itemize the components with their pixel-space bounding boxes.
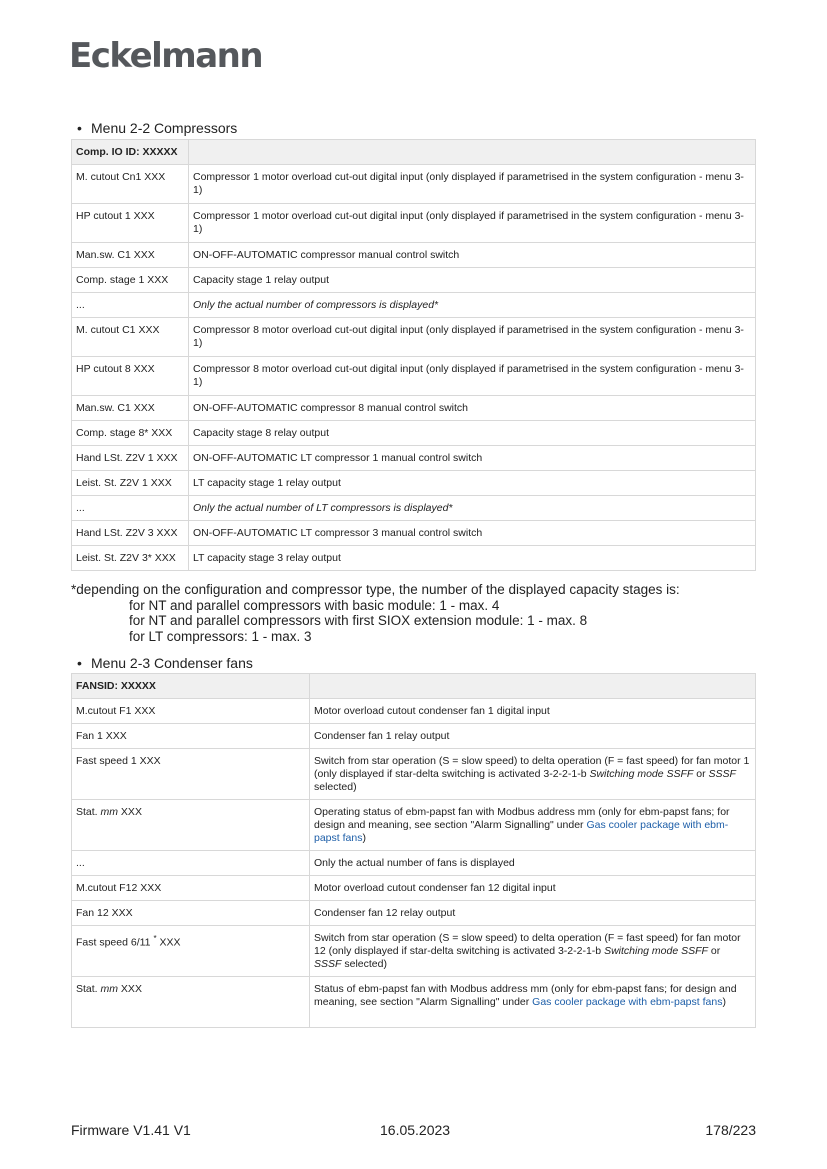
description-text: ) [722,996,726,1008]
description-cell: Only the actual number of LT compressors is displayed* [189,496,756,521]
description-cell: ON-OFF-AUTOMATIC compressor manual control switch [189,243,756,268]
description-cell: Motor overload cutout condenser fan 1 digital input [310,699,756,724]
io-name-cell: Comp. stage 8* XXX [72,421,189,446]
table-row [72,876,756,901]
description-cell: Condenser fan 12 relay output [310,901,756,926]
condenser-fans-table [71,673,756,1028]
switching-mode-text: SSSF [708,768,736,780]
description-cell: ON-OFF-AUTOMATIC LT compressor 1 manual control switch [189,446,756,471]
io-name-cell: Fan 12 XXX [72,901,310,926]
io-name-italic: mm [100,806,119,818]
io-name-cell: Comp. stage 1 XXX [72,268,189,293]
switching-mode-text: SSSF [314,958,342,970]
io-name-cell: HP cutout 1 XXX [72,204,189,243]
io-name-cell: Fan 1 XXX [72,724,310,749]
section-title-text: Menu 2-3 Condenser fans [91,655,253,671]
header-cell: FANSID: XXXXX [72,674,310,699]
io-name-text: Stat. [76,983,101,995]
footnote-line: for NT and parallel compressors with first SIOX extension module: 1 - max. 8 [129,613,588,628]
description-text: Operating status of ebm-papst fan with Modbus address mm (only for ebm-papst fans; for design and meaning, see section "Alarm Signalling" under [314,806,730,831]
description-cell: Only the actual number of compressors is displayed* [189,293,756,318]
io-name-cell: ... [72,496,189,521]
description-cell: Condenser fan 1 relay output [310,724,756,749]
io-name-cell: M.cutout F12 XXX [72,876,310,901]
description-cell [310,926,756,977]
capacity-stages-footnote [71,582,771,644]
description-cell: Motor overload cutout condenser fan 12 digital input [310,876,756,901]
io-name-cell: M.cutout F1 XXX [72,699,310,724]
io-name-text: XXX [118,806,142,818]
description-cell: Compressor 8 motor overload cut-out digital input (only displayed if parametrised in the system configuration - menu 3-1) [189,318,756,357]
io-name-cell: Hand LSt. Z2V 1 XXX [72,446,189,471]
footnote-intro: *depending on the configuration and compressor type, the number of the displayed capacity stages is: [71,582,680,597]
description-cell: Only the actual number of fans is displayed [310,851,756,876]
footer-date: 16.05.2023 [380,1122,451,1138]
io-name-text: Stat. [76,806,101,818]
switching-mode-text: Switching mode SSFF [589,768,694,780]
bullet: • [77,655,82,671]
eckelmann-logo: Eckelmann [69,36,263,76]
description-cell: Capacity stage 1 relay output [189,268,756,293]
table-header-row [72,674,756,699]
table-row [72,357,756,396]
section-title-text: Menu 2-2 Compressors [91,120,238,136]
io-name-cell [72,977,310,1028]
table-row [72,977,756,1028]
table-row [72,851,756,876]
description-cell [310,977,756,1028]
description-text: selected) [314,781,357,793]
io-name-cell: M. cutout C1 XXX [72,318,189,357]
io-name-cell: Hand LSt. Z2V 3 XXX [72,521,189,546]
table-row [72,446,756,471]
table-header-row [72,140,756,165]
table-row [72,396,756,421]
table-row [72,546,756,571]
io-name-cell: Leist. St. Z2V 1 XXX [72,471,189,496]
description-cell: LT capacity stage 3 relay output [189,546,756,571]
description-text: selected) [341,958,387,970]
description-cell: ON-OFF-AUTOMATIC LT compressor 3 manual control switch [189,521,756,546]
header-cell [189,140,756,165]
description-cell: Compressor 1 motor overload cut-out digital input (only displayed if parametrised in the system configuration - menu 3-1) [189,204,756,243]
table-row [72,521,756,546]
gas-cooler-package-link[interactable]: Gas cooler package with ebm-papst fans [532,996,723,1008]
table-row [72,800,756,851]
io-name-cell [72,800,310,851]
description-cell: Compressor 1 motor overload cut-out digital input (only displayed if parametrised in the system configuration - menu 3-1) [189,165,756,204]
io-name-cell: ... [72,851,310,876]
section-title-condenser-fans [77,655,253,671]
footer-firmware: Firmware V1.41 V1 [71,1122,191,1138]
io-name-cell: Man.sw. C1 XXX [72,243,189,268]
io-name-cell [72,926,310,977]
compressors-table [71,139,756,571]
io-name-cell: HP cutout 8 XXX [72,357,189,396]
table-row [72,293,756,318]
io-name-text: XXX [156,936,181,949]
table-row [72,749,756,800]
description-cell: Capacity stage 8 relay output [189,421,756,446]
table-row [72,724,756,749]
io-name-cell: Leist. St. Z2V 3* XXX [72,546,189,571]
description-cell: LT capacity stage 1 relay output [189,471,756,496]
table-row [72,165,756,204]
table-row [72,926,756,977]
description-cell: ON-OFF-AUTOMATIC compressor 8 manual control switch [189,396,756,421]
table-row [72,268,756,293]
table-row [72,496,756,521]
io-name-cell: Man.sw. C1 XXX [72,396,189,421]
io-name-text: Fast speed 6/11 [76,936,154,949]
description-cell: Compressor 8 motor overload cut-out digital input (only displayed if parametrised in the system configuration - menu 3-1) [189,357,756,396]
table-row [72,204,756,243]
table-row [72,471,756,496]
section-title-compressors [77,120,237,136]
io-name-italic: mm [100,983,119,995]
table-row [72,901,756,926]
footnote-line: for LT compressors: 1 - max. 3 [129,628,312,644]
description-text: Status of ebm-papst fan with Modbus address mm (only for ebm-papst fans; for design and meaning, see section "Alarm Signalling" under [314,983,737,1008]
bullet: • [77,120,82,136]
description-text: Switch from star operation (S = slow speed) to delta operation (F = fast speed) for fan motor 12 (only displayed if star-delta switching is activated 3-2-2-1-b [314,932,741,957]
table-row [72,421,756,446]
header-cell: Comp. IO ID: XXXXX [72,140,189,165]
io-name-text: XXX [118,983,142,995]
io-name-cell: ... [72,293,189,318]
gas-cooler-package-link[interactable]: Gas cooler package with ebm-papst fans [314,819,729,844]
footnote-line: for NT and parallel compressors with basic module: 1 - max. 4 [129,597,500,613]
table-row [72,699,756,724]
table-row [72,318,756,357]
description-text: or [693,768,709,780]
header-cell [310,674,756,699]
description-text: ) [362,832,366,844]
io-name-cell: Fast speed 1 XXX [72,749,310,800]
description-cell [310,749,756,800]
footer-page-number: 178/223 [705,1122,756,1138]
table-row [72,243,756,268]
description-text: or [707,945,721,957]
footnote-marker: * [153,934,157,943]
switching-mode-text: Switching mode SSFF [604,945,708,957]
description-cell [310,800,756,851]
io-name-cell: M. cutout Cn1 XXX [72,165,189,204]
description-text: Switch from star operation (S = slow speed) to delta operation (F = fast speed) for fan motor 1 (only displayed if star-delta switching is activated 3-2-2-1-b [314,755,750,780]
